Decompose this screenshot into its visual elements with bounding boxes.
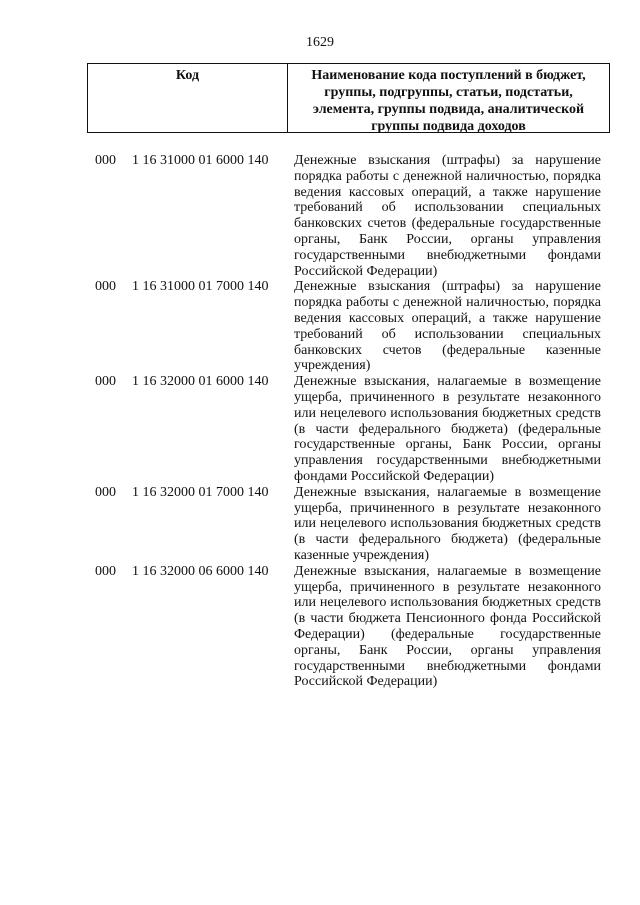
header-code-label: Код bbox=[88, 64, 288, 132]
income-code: 1 16 31000 01 7000 140 bbox=[132, 279, 269, 295]
table-row bbox=[0, 485, 640, 564]
income-description: Денежные взыскания, налагаемые в возмещение ущерба, причиненного в результате незаконного или нецелевого использования бюджетных средств (в части бюджета Пенсионного фонда Российской Федерации) (федеральные государственные органы, Банк России, органы управления государственными внебюджетными фондами Российской Федерации) bbox=[294, 563, 601, 690]
admin-code: 000 bbox=[95, 279, 116, 295]
income-code: 1 16 31000 01 6000 140 bbox=[132, 153, 269, 168]
table-row bbox=[0, 279, 640, 374]
admin-code: 000 bbox=[95, 484, 116, 500]
income-description: Денежные взыскания, налагаемые в возмещение ущерба, причиненного в результате незаконного или нецелевого использования бюджетных средств (в части федерального бюджета) (федеральные государственные органы, Банк России, органы управления государственными внебюджетными фондами Российской Федерации) bbox=[294, 374, 601, 484]
income-code: 1 16 32000 06 6000 140 bbox=[132, 563, 269, 579]
table-row bbox=[0, 564, 640, 690]
header-name-label: Наименование кода поступлений в бюджет, группы, подгруппы, статьи, подстатьи, элемента, группы подвида, аналитической группы подвида доходов bbox=[311, 68, 586, 134]
income-code-list bbox=[0, 153, 640, 690]
income-code: 1 16 32000 01 7000 140 bbox=[132, 484, 269, 500]
income-description: Денежные взыскания (штрафы) за нарушение порядка работы с денежной наличностью, порядка ведения кассовых операций, а также нарушение требований об использовании специальных банковских счетов (федеральные казенные учреждения) bbox=[294, 279, 601, 374]
admin-code: 000 bbox=[95, 563, 116, 579]
table-header bbox=[87, 63, 610, 133]
admin-code: 000 bbox=[95, 374, 116, 390]
income-code: 1 16 32000 01 6000 140 bbox=[132, 374, 269, 390]
admin-code: 000 bbox=[95, 153, 116, 168]
table-row bbox=[0, 153, 640, 279]
table-row bbox=[0, 374, 640, 485]
income-description: Денежные взыскания, налагаемые в возмещение ущерба, причиненного в результате незаконного или нецелевого использования бюджетных средств (в части федерального бюджета) (федеральные казенные учреждения) bbox=[294, 484, 601, 563]
income-description: Денежные взыскания (штрафы) за нарушение порядка работы с денежной наличностью, порядка ведения кассовых операций, а также нарушение требований об использовании специальных банковских счетов (федеральные государственные органы, Банк России, органы управления государственными внебюджетными фондами Российской Федерации) bbox=[294, 153, 601, 279]
page-number: 1629 bbox=[306, 35, 334, 50]
